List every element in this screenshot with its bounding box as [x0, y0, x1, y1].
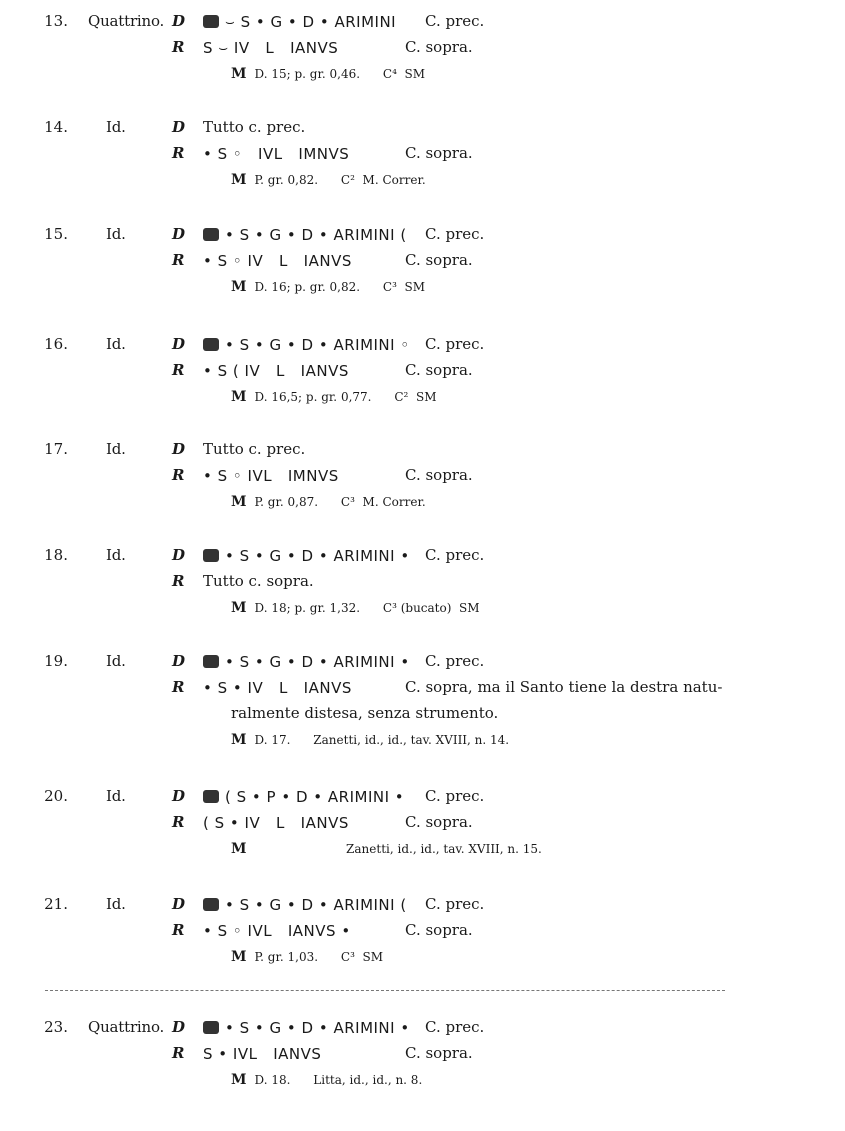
reverse-legend: ( S • IV L IANVS	[203, 814, 349, 832]
entry-number: 18.	[44, 546, 68, 564]
reverse-description: C. sopra.	[405, 144, 473, 162]
rosette-icon	[203, 655, 219, 668]
metal-mark: M	[231, 172, 247, 188]
obverse-symbol: D	[172, 652, 186, 670]
obverse-symbol: D	[172, 12, 186, 30]
specimen-details: D. 18. Litta, id., id., n. 8.	[254, 1073, 423, 1087]
entry-number: 20.	[44, 787, 68, 805]
obverse-legend: • S • G • D • ARIΜIΝI •	[225, 1019, 410, 1037]
reverse-legend: • S ◦ IVL IANVS •	[203, 922, 351, 940]
specimen-info	[231, 66, 425, 82]
obverse-symbol: D	[172, 546, 186, 564]
specimen-details: D. 16,5; p. gr. 0,77. C² SM	[254, 390, 437, 404]
rosette-icon	[203, 549, 219, 562]
entry-number: 14.	[44, 118, 68, 136]
obverse-description: C. prec.	[425, 225, 485, 243]
denomination: Id.	[106, 118, 126, 136]
rosette-icon	[203, 790, 219, 803]
denomination: Id.	[106, 895, 126, 913]
metal-mark: M	[231, 841, 247, 857]
reverse-description: C. sopra.	[405, 921, 473, 939]
specimen-info	[231, 172, 426, 188]
obverse-description: C. prec.	[425, 335, 485, 353]
rosette-icon	[203, 898, 219, 911]
reverse-symbol: R	[172, 572, 185, 590]
reverse-legend: • S ◦ IVL IΜΝVS	[203, 467, 339, 485]
reverse-legend: • S ( IV L IANVS	[203, 362, 349, 380]
entry-number: 21.	[44, 895, 68, 913]
reverse-description: C. sopra.	[405, 251, 473, 269]
obverse-description: Tutto c. prec.	[203, 118, 306, 136]
rosette-icon	[203, 15, 219, 28]
obverse-symbol: D	[172, 787, 186, 805]
reverse-legend: S ⌣ IV L IANVS	[203, 39, 339, 57]
reverse-legend: S • IVL IANVS	[203, 1045, 322, 1063]
metal-mark: M	[231, 600, 247, 616]
reverse-legend: • S ◦ IVL IΜΝVS	[203, 145, 350, 163]
rosette-icon	[203, 338, 219, 351]
specimen-info	[231, 841, 542, 857]
obverse-description: C. prec.	[425, 12, 485, 30]
reverse-symbol: R	[172, 38, 185, 56]
metal-mark: M	[231, 949, 247, 965]
reverse-symbol: R	[172, 251, 185, 269]
specimen-details: D. 15; p. gr. 0,46. C⁴ SM	[254, 67, 426, 81]
obverse-legend: • S • G • D • ARIΜIΝI •	[225, 547, 410, 565]
specimen-details: Zanetti, id., id., tav. XVIII, n. 15.	[254, 842, 542, 856]
specimen-details: D. 17. Zanetti, id., id., tav. XVIII, n. 14.	[254, 733, 510, 747]
obverse-symbol: D	[172, 1018, 186, 1036]
metal-mark: M	[231, 494, 247, 510]
metal-mark: M	[231, 66, 247, 82]
obverse-description: C. prec.	[425, 546, 485, 564]
metal-mark: M	[231, 279, 247, 295]
obverse-legend: ( S • P • D • ARIΜIΝI •	[225, 788, 405, 806]
obverse-legend: • S • G • D • ARIΜIΝI •	[225, 653, 410, 671]
separator-rule	[45, 990, 725, 991]
reverse-description-continued: ralmente distesa, senza strumento.	[231, 704, 499, 722]
denomination: Id.	[106, 225, 126, 243]
denomination: Id.	[106, 652, 126, 670]
obverse-description: C. prec.	[425, 1018, 485, 1036]
specimen-details: D. 18; p. gr. 1,32. C³ (bucato) SM	[254, 601, 480, 615]
reverse-description: C. sopra.	[405, 1044, 473, 1062]
specimen-details: P. gr. 0,82. C² M. Correr.	[254, 173, 426, 187]
reverse-description: C. sopra.	[405, 361, 473, 379]
reverse-description: C. sopra, ma il Santo tiene la destra natu-	[405, 678, 723, 696]
metal-mark: M	[231, 732, 247, 748]
obverse-legend: • S • G • D • ARIΜIΝI (	[225, 896, 407, 914]
reverse-symbol: R	[172, 1044, 185, 1062]
entry-number: 17.	[44, 440, 68, 458]
metal-mark: M	[231, 389, 247, 405]
specimen-info	[231, 1072, 422, 1088]
denomination: Quattrino.	[88, 12, 165, 30]
metal-mark: M	[231, 1072, 247, 1088]
entry-number: 19.	[44, 652, 68, 670]
rosette-icon	[203, 1021, 219, 1034]
specimen-details: D. 16; p. gr. 0,82. C³ SM	[254, 280, 426, 294]
obverse-symbol: D	[172, 895, 186, 913]
specimen-info	[231, 600, 480, 616]
obverse-description: Tutto c. prec.	[203, 440, 306, 458]
obverse-legend: • S • G • D • ARIΜIΝI ◦	[225, 336, 410, 354]
obverse-symbol: D	[172, 440, 186, 458]
specimen-info	[231, 279, 425, 295]
reverse-symbol: R	[172, 361, 185, 379]
denomination: Id.	[106, 440, 126, 458]
entry-number: 16.	[44, 335, 68, 353]
reverse-symbol: R	[172, 813, 185, 831]
obverse-symbol: D	[172, 225, 186, 243]
obverse-legend: ⌣ S • G • D • ARIΜIΝI	[225, 13, 397, 31]
specimen-info	[231, 494, 426, 510]
denomination: Id.	[106, 546, 126, 564]
rosette-icon	[203, 228, 219, 241]
reverse-description: Tutto c. sopra.	[203, 572, 314, 590]
reverse-symbol: R	[172, 678, 185, 696]
reverse-symbol: R	[172, 144, 185, 162]
reverse-description: C. sopra.	[405, 813, 473, 831]
specimen-info	[231, 949, 383, 965]
entry-number: 13.	[44, 12, 68, 30]
obverse-description: C. prec.	[425, 787, 485, 805]
specimen-info	[231, 389, 437, 405]
obverse-description: C. prec.	[425, 895, 485, 913]
entry-number: 23.	[44, 1018, 68, 1036]
obverse-symbol: D	[172, 118, 186, 136]
obverse-legend: • S • G • D • ARIΜIΝI (	[225, 226, 407, 244]
obverse-description: C. prec.	[425, 652, 485, 670]
denomination: Id.	[106, 335, 126, 353]
specimen-info	[231, 732, 509, 748]
obverse-symbol: D	[172, 335, 186, 353]
reverse-symbol: R	[172, 466, 185, 484]
reverse-description: C. sopra.	[405, 466, 473, 484]
entry-number: 15.	[44, 225, 68, 243]
denomination: Id.	[106, 787, 126, 805]
reverse-description: C. sopra.	[405, 38, 473, 56]
reverse-legend: • S ◦ IV L IANVS	[203, 252, 352, 270]
reverse-legend: • S • IV L IANVS	[203, 679, 352, 697]
specimen-details: P. gr. 1,03. C³ SM	[254, 950, 384, 964]
reverse-symbol: R	[172, 921, 185, 939]
denomination: Quattrino.	[88, 1018, 165, 1036]
specimen-details: P. gr. 0,87. C³ M. Correr.	[254, 495, 426, 509]
